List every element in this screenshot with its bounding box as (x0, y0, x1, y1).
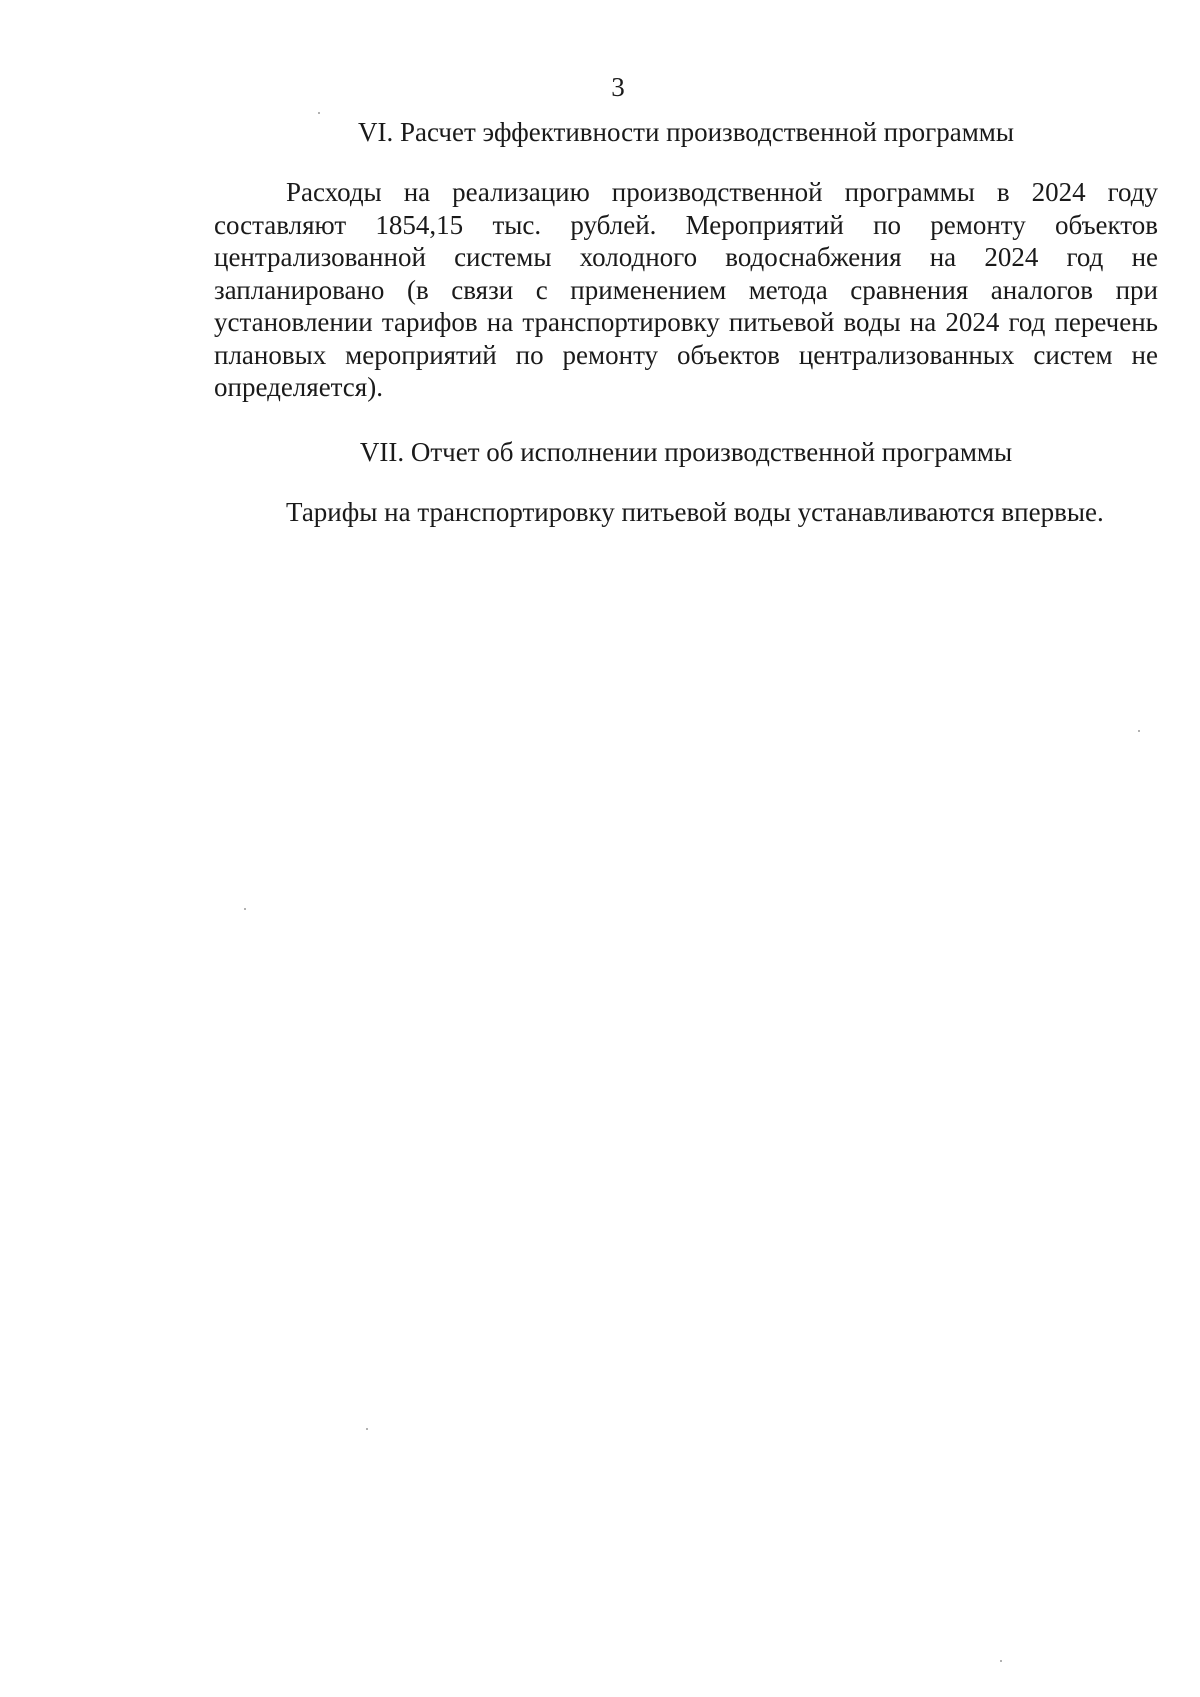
document-body (214, 110, 1158, 528)
page-number: 3 (611, 72, 625, 102)
scan-speck (244, 908, 246, 910)
scan-speck (1138, 730, 1140, 732)
section-heading-vii: VII. Отчет об исполнении производственной программы (359, 436, 1013, 467)
section-paragraph-vii: Тарифы на транспортировку питьевой воды устанавливаются впервые. (286, 496, 1104, 527)
section-heading-vi: VI. Расчет эффективности производственной программы (357, 117, 1014, 147)
scan-speck (1000, 1660, 1002, 1662)
section-paragraph-vi: Расходы на реализацию производственной программы в 2024 году составляют 1854,15 тыс. рублей. Мероприятий по ремонту объектов централизованной системы холодного водоснабжения на 2024 год не запланировано (в связи с применением метода сравнения аналогов при установлении тарифов на транспортировку питьевой воды на 2024 год перечень плановых мероприятий по ремонту объектов централизованных систем не определяется). (214, 177, 1158, 402)
scan-speck (318, 112, 320, 114)
scan-speck (366, 1428, 368, 1430)
